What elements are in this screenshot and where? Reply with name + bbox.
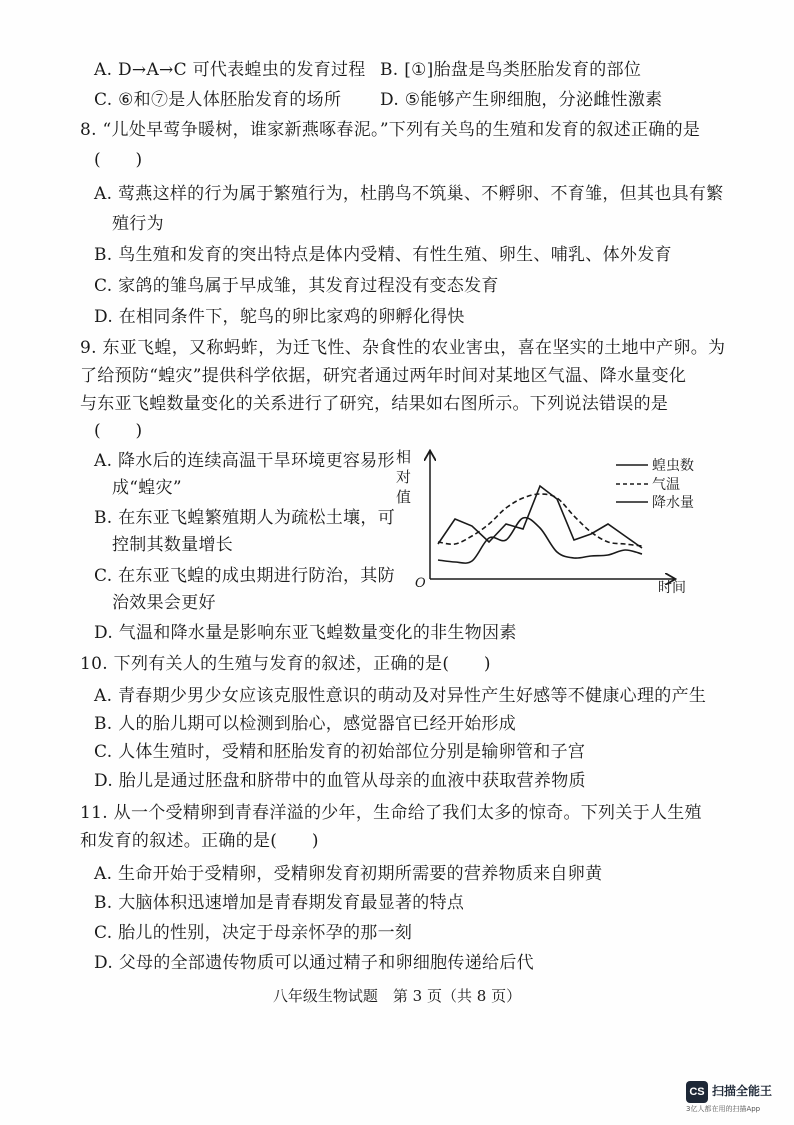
q9-stem-line1: 9. 东亚飞蝗，又称蚂蚱，为迁飞性、杂食性的农业害虫，喜在坚实的土地中产卵。为: [80, 338, 726, 358]
cs-logo-icon: CS: [686, 1081, 708, 1103]
chart-series: [438, 486, 642, 563]
y-axis-label: [396, 448, 411, 506]
x-axis-label: 时间: [658, 580, 686, 596]
q11-option-c: C. 胎儿的性别，决定于母亲怀孕的那一刻: [94, 923, 413, 943]
legend-label: 蝗虫数: [652, 458, 694, 474]
q9-option-a: A. 降水后的连续高温干旱环境更容易形: [94, 451, 395, 471]
q10-option-b: B. 人的胎儿期可以检测到胎心，感觉器官已经开始形成: [94, 714, 517, 734]
q8-answer-paren: ( ): [94, 150, 143, 170]
y-axis-label-char: 对: [396, 468, 412, 486]
q7-option-a: A. D→A→C 可代表蝗虫的发育过程: [94, 60, 366, 80]
locust-chart: [396, 444, 710, 596]
chart-legend: [616, 457, 694, 511]
q11-option-b: B. 大脑体积迅速增加是青春期发育最显著的特点: [94, 893, 465, 913]
q8-option-a-cont: 殖行为: [112, 214, 164, 234]
q7-option-d: D. ⑤能够产生卵细胞，分泌雌性激素: [380, 90, 663, 110]
q11-stem-line1: 11. 从一个受精卵到青春洋溢的少年，生命给了我们太多的惊奇。下列关于人生殖: [80, 803, 702, 823]
q7-option-c: C. ⑥和⑦是人体胚胎发育的场所: [94, 90, 342, 110]
q9-option-b: B. 在东亚飞蝗繁殖期人为疏松土壤，可: [94, 508, 395, 528]
scanner-app-name: 扫描全能王: [712, 1084, 773, 1098]
q10-option-a: A. 青春期少男少女应该克服性意识的萌动及对异性产生好感等不健康心理的产生: [94, 686, 707, 706]
legend-label: 降水量: [652, 495, 694, 511]
q10-stem: 10. 下列有关人的生殖与发育的叙述，正确的是( ): [80, 654, 491, 674]
q11-option-d: D. 父母的全部遗传物质可以通过精子和卵细胞传递给后代: [94, 953, 534, 973]
q8-stem: 8. “儿处早莺争暖树，谁家新燕啄春泥。”下列有关鸟的生殖和发育的叙述正确的是: [80, 120, 701, 140]
legend-label: 气温: [652, 477, 680, 493]
q9-option-d: D. 气温和降水量是影响东亚飞蝗数量变化的非生物因素: [94, 623, 517, 643]
q9-stem-line3: 与东亚飞蝗数量变化的关系进行了研究，结果如右图所示。下列说法错误的是: [80, 394, 669, 414]
q10-option-d: D. 胎儿是通过胚盘和脐带中的血管从母亲的血液中获取营养物质: [94, 771, 586, 791]
q10-option-c: C. 人体生殖时，受精和胚胎发育的初始部位分别是输卵管和子宫: [94, 742, 586, 762]
q9-option-b-cont: 控制其数量增长: [112, 535, 234, 555]
q8-option-a: A. 莺燕这样的行为属于繁殖行为，杜鹃鸟不筑巢、不孵卵、不育雏，但其也具有繁: [94, 184, 724, 204]
q7-option-b: B. [①]胎盘是鸟类胚胎发育的部位: [380, 60, 642, 80]
scanner-watermark: [686, 1080, 794, 1120]
q9-answer-paren: ( ): [94, 421, 143, 441]
q8-option-d: D. 在相同条件下，鸵鸟的卵比家鸡的卵孵化得快: [94, 307, 465, 327]
q8-option-b: B. 鸟生殖和发育的突出特点是体内受精、有性生殖、卵生、哺乳、体外发育: [94, 245, 672, 265]
q8-option-c: C. 家鸽的雏鸟属于早成雏，其发育过程没有变态发育: [94, 276, 499, 296]
q11-option-a: A. 生命开始于受精卵，受精卵发育初期所需要的营养物质来自卵黄: [94, 864, 603, 884]
y-axis-label-char: 值: [396, 488, 412, 506]
series-line-2: [438, 494, 642, 546]
q9-option-a-cont: 成“蝗灾”: [112, 478, 182, 498]
origin-label: O: [415, 576, 426, 591]
scanner-tagline: 3亿人都在用的扫描App: [686, 1105, 761, 1113]
q9-option-c: C. 在东亚飞蝗的成虫期进行防治，其防: [94, 566, 395, 586]
chart-svg: [396, 444, 710, 596]
q9-stem-line2: 了给预防“蝗灾”提供科学依据，研究者通过两年时间对某地区气温、降水量变化: [80, 366, 687, 386]
y-axis-label-char: 相: [396, 448, 412, 466]
page-footer: 八年级生物试题 第 3 页（共 8 页）: [272, 987, 522, 1005]
q11-stem-line2: 和发育的叙述。正确的是( ): [80, 831, 319, 851]
series-line-1: [438, 486, 642, 548]
q9-option-c-cont: 治效果会更好: [112, 593, 216, 613]
